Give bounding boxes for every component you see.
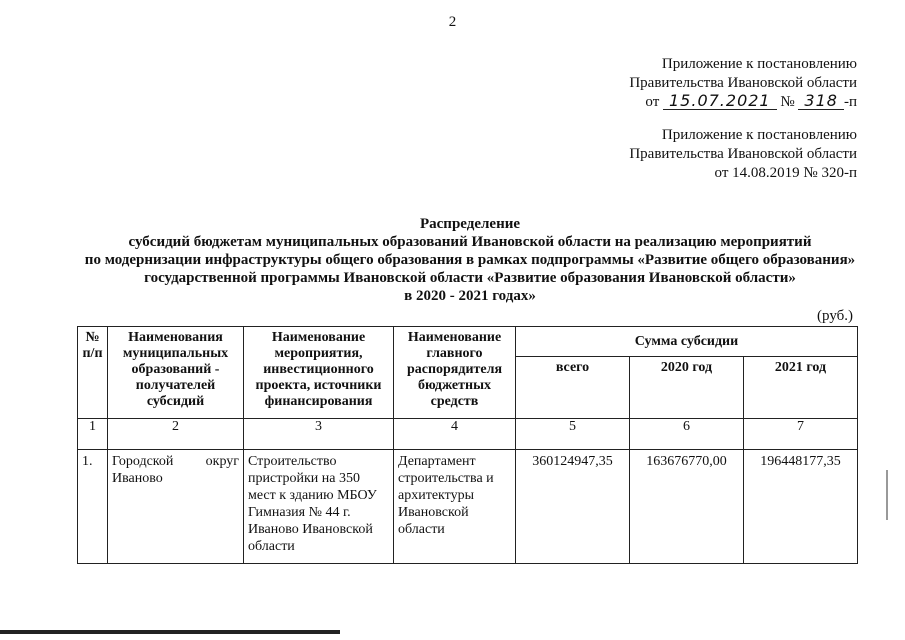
appendix-from-label: от — [645, 94, 660, 110]
scan-margin-mark — [886, 470, 888, 520]
table-row — [78, 450, 858, 564]
page-number: 2 — [448, 14, 457, 30]
appendix-current — [629, 55, 857, 112]
column-number: 2 — [108, 419, 244, 450]
header-manager: Наименование главного распорядителя бюджетных средств — [394, 327, 516, 419]
appendix-current-line3 — [629, 93, 857, 112]
title-line1: Распределение — [419, 216, 521, 232]
column-number: 4 — [394, 419, 516, 450]
appendix-number-suffix: -п — [843, 94, 857, 110]
row-activity: Строительство пристройки на 350 мест к зданию МБОУ Гимназия № 44 г. Иваново Ивановской области — [244, 450, 394, 564]
municipality-word3: Иваново — [112, 471, 163, 486]
column-number: 1 — [78, 419, 108, 450]
row-manager: Департамент строительства и архитектуры Ивановской области — [394, 450, 516, 564]
title-line3: по модернизации инфраструктуры общего образования в рамках подпрограммы «Развитие общего образования» — [84, 252, 856, 268]
row-total: 360124947,35 — [516, 450, 630, 564]
row-2021: 196448177,35 — [744, 450, 858, 564]
column-number: 6 — [630, 419, 744, 450]
row-2020: 163676770,00 — [630, 450, 744, 564]
appendix-number-label: № — [780, 94, 795, 110]
column-number: 5 — [516, 419, 630, 450]
column-number-row — [78, 419, 858, 450]
municipality-word2: округ — [205, 454, 239, 469]
units-label: (руб.) — [817, 308, 853, 324]
row-municipality — [108, 450, 244, 564]
title-line2: субсидий бюджетам муниципальных образований Ивановской области на реализацию мероприятий — [128, 234, 812, 250]
appendix-original-line1: Приложение к постановлению — [661, 127, 857, 143]
row-num: 1. — [78, 450, 108, 564]
title-line4: государственной программы Ивановской области «Развитие образования Ивановской области» — [144, 270, 796, 286]
header-num: № п/п — [78, 327, 108, 419]
municipality-word1: Городской — [112, 454, 174, 469]
column-number: 3 — [244, 419, 394, 450]
handwritten-number: 318 — [798, 93, 844, 110]
header-2020: 2020 год — [630, 357, 744, 419]
footer-rule — [0, 630, 340, 634]
header-activity: Наименование мероприятия, инвестиционного проекта, источники финансирования — [244, 327, 394, 419]
appendix-current-line1: Приложение к постановлению — [661, 56, 857, 72]
appendix-original-line2: Правительства Ивановской области — [629, 146, 857, 162]
header-sum-group: Сумма субсидии — [516, 327, 858, 357]
appendix-original-line3: от 14.08.2019 № 320-п — [714, 165, 857, 181]
header-municipality: Наименования муниципальных образований - получателей субсидий — [108, 327, 244, 419]
appendix-original — [629, 126, 857, 183]
document-title — [60, 215, 880, 305]
subsidy-table — [77, 326, 858, 564]
handwritten-date: 15.07.2021 — [663, 93, 777, 110]
column-number: 7 — [744, 419, 858, 450]
header-total: всего — [516, 357, 630, 419]
appendix-current-line2: Правительства Ивановской области — [629, 75, 857, 91]
title-line5: в 2020 - 2021 годах» — [404, 288, 536, 304]
header-2021: 2021 год — [744, 357, 858, 419]
